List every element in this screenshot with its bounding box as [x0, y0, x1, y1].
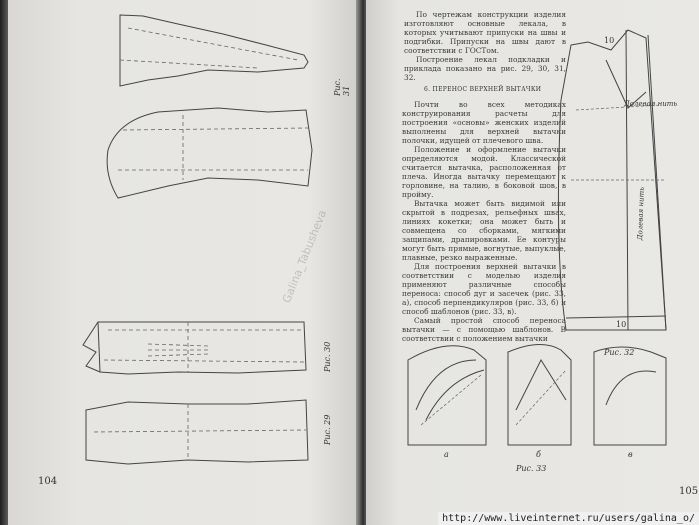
source-url-link[interactable]: http://www.liveinternet.ru/users/galina_o/: [438, 512, 699, 525]
left-page: [8, 0, 360, 525]
figure-caption-29: Рис. 29: [323, 414, 332, 445]
body-paragraph-4: Для построения верхней вытачки в соответствии с моделью изделия применяют различные способы переноса: способ дуг и засечек (рис. 33, а), способ перпендикуляров (рис. 33, б) и способ шаблонов (рис. 33, в).: [402, 262, 566, 316]
right-page: [366, 0, 699, 525]
pattern-fig33-a: [408, 346, 486, 445]
section-heading: 6. ПЕРЕНОС ВЕРХНЕЙ ВЫТАЧКИ: [424, 86, 542, 93]
label-mark-10-top: 10: [604, 36, 615, 45]
figure-caption-32: Рис. 32: [604, 348, 635, 357]
watermark: Galina_Tabusheva: [280, 208, 330, 305]
body-paragraph-1: Почти во всех методиках конструирования расчеты для построения «основы» женских изделий выполнены для верхней вытачки полочки, идущей от плечевого шва.: [402, 100, 566, 145]
label-grain-line-1: Долевая нить: [636, 186, 646, 241]
pattern-fig33-b: [508, 344, 571, 445]
body-paragraph-3: Вытачка может быть видимой или скрытой в подрезах, рельефных швах, линиях кокетки; она может быть и совмещена со сборками, мягкими защипами, драпировками. Ее контуры могут быть прямые, вогнутые, выпуклые, плавные, резко выраженные.: [402, 199, 566, 262]
pattern-piece-sleeve-top: [120, 15, 308, 86]
pattern-piece-sleeve-lower: [107, 108, 312, 198]
figure-caption-33: Рис. 33: [516, 464, 547, 473]
label-grain-line-2: Долевая нить: [624, 100, 678, 108]
right-page-drawings: [366, 0, 699, 525]
intro-paragraph-1: По чертежам конструкции изделия изготовляют основные лекала, в которых учитывают припуски на швы и подгибки. Припуски на швы дают в соответствии с ГОСТом.: [404, 10, 566, 55]
body-paragraph-2: Положение и оформление вытачки определяются модой. Классической считается вытачка, расположенная от плеча. Иногда вытачку перемещают к горловине, на талию, в боковой шов, в пройму.: [402, 145, 566, 199]
pattern-fig33-v: [594, 347, 666, 445]
figure-subcaption-v: в: [628, 450, 633, 459]
page-number-left: 104: [38, 476, 58, 487]
intro-paragraph-2: Построение лекал подкладки и прикладa показано на рис. 29, 30, 31, 32.: [404, 55, 566, 82]
figure-caption-31: Рис. 31: [333, 78, 351, 96]
body-paragraph-5: Самый простой способ переноса вытачки — с помощью шаблонов. В соответствии с положением вытачки: [402, 316, 566, 343]
figure-subcaption-a: а: [444, 450, 449, 459]
page-number-right: 105: [679, 486, 699, 497]
pattern-piece-fig29: [86, 400, 308, 464]
figure-subcaption-b: б: [536, 450, 541, 459]
figure-caption-30: Рис. 30: [323, 341, 332, 372]
label-mark-10-bottom: 10: [616, 320, 627, 329]
